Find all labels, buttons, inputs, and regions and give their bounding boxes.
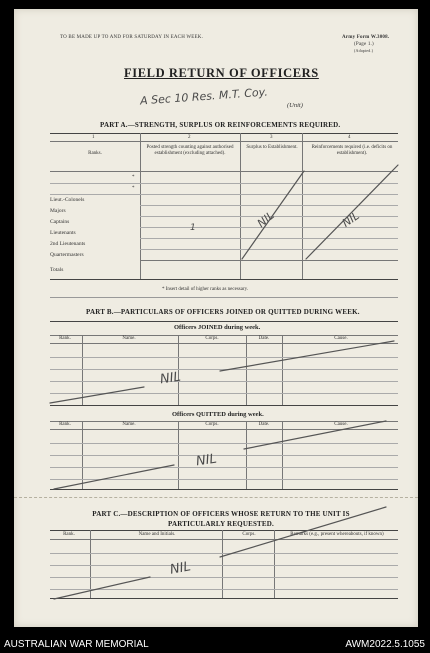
col-cause: Cause.	[334, 336, 348, 341]
col-rank: Rank.	[59, 422, 71, 427]
col-head-posted: Posted strength counting against authorised establishment (excluding attached).	[146, 145, 234, 156]
nil-joined: NIL	[159, 369, 182, 388]
unit-name-handwritten: A Sec 10 Res. M.T. Coy.	[139, 85, 269, 108]
col-head-reinforcements: Reinforcements required (i.e. deficits on establishment).	[311, 145, 393, 156]
rank-totals: Totals	[50, 267, 64, 273]
form-page: (Page 1.)	[354, 42, 374, 47]
rank-captains: Captains	[50, 219, 70, 225]
rank-quartermasters: Quartermasters	[50, 252, 84, 258]
form-page: TO BE MADE UP TO AND FOR SATURDAY IN EACH WEEK. Army Form W.3008. (Page 1.) (Adapted.) FIELD RETURN OF OFFICERS A Sec 10 Res. M.T. Coy. (Unit) PART A.—STRENGTH, SURPLUS OR REINFORCEMENTS REQUIRED. 1 2 3 4 Ranks. Posted strength counting against authorised establishment (excluding attached). Surplus to Establishment. Reinforcements required (i.e. deficits on establishment). * * Lieut.-Colonels Majors Captains Lieutenants 2nd Lieutenants Quartermasters Totals 1 NIL NIL * Insert detail of higher ranks as necessary. PART B.—PARTICULARS OF OFFICERS JOINED OR QUITTED DURING WEEK. Officers JOINED during week. Rank. Name. Corps. Date. Cause. NIL Officers QUITTED during week. Rank. Name. Corps. Date. Cause. NIL PART C.—DESCRIPTION OF OFFICERS WHOSE RETURN TO THE UNIT IS PARTICULARLY REQUESTED. Rank. Name and Initials. Corps. Remarks (e.g., present whereabouts, if known) NIL	[14, 9, 418, 627]
col-cause: Cause.	[334, 422, 348, 427]
footer	[0, 637, 430, 653]
col-rank: Rank.	[63, 532, 75, 537]
handwritten-strokes	[14, 9, 418, 627]
quitted-title: Officers QUITTED during week.	[172, 411, 264, 418]
footer-accession: AWM2022.5.1055	[345, 639, 425, 650]
col-number: 3	[270, 135, 273, 140]
col-remarks: Remarks (e.g., present whereabouts, if known)	[290, 532, 384, 537]
rank-lieut-colonels: Lieut.-Colonels	[50, 197, 85, 203]
form-title: FIELD RETURN OF OFFICERS	[124, 66, 319, 80]
col-name: Name.	[122, 336, 136, 341]
col-date: Date.	[258, 336, 270, 341]
col-name: Name.	[122, 422, 136, 427]
rank-majors: Majors	[50, 208, 66, 214]
nil-part-c: NIL	[168, 559, 192, 578]
header-instruction: TO BE MADE UP TO AND FOR SATURDAY IN EACH WEEK.	[60, 35, 204, 40]
col-rank: Rank.	[59, 336, 71, 341]
col-corps: Corps.	[242, 532, 256, 537]
rank-2nd-lieutenants: 2nd Lieutenants	[50, 241, 86, 247]
footer-credit: AUSTRALIAN WAR MEMORIAL	[4, 639, 149, 650]
col-corps: Corps.	[205, 422, 219, 427]
posted-mark: 1	[190, 223, 196, 233]
nil-quitted: NIL	[195, 451, 218, 470]
col-number: 1	[92, 135, 95, 140]
form-note: (Adapted.)	[354, 48, 374, 53]
nil-reinforcements: NIL	[339, 209, 362, 230]
part-b-title: PART B.—PARTICULARS OF OFFICERS JOINED OR QUITTED DURING WEEK.	[86, 308, 360, 316]
col-head-surplus: Surplus to Establishment.	[246, 145, 298, 150]
col-date: Date.	[258, 422, 270, 427]
col-head-ranks: Ranks.	[88, 151, 102, 156]
part-c-title: PART C.—DESCRIPTION OF OFFICERS WHOSE RETURN TO THE UNIT IS PARTICULARLY REQUESTED.	[92, 510, 350, 528]
col-name-initials: Name and Initials.	[138, 532, 176, 537]
form-number: Army Form W.3008.	[342, 35, 390, 40]
joined-title: Officers JOINED during week.	[174, 324, 261, 331]
col-corps: Corps.	[205, 336, 219, 341]
rank-lieutenants: Lieutenants	[50, 230, 76, 236]
footnote: * Insert detail of higher ranks as necessary.	[162, 287, 249, 292]
unit-label: (Unit)	[287, 102, 303, 109]
part-a-title: PART A.—STRENGTH, SURPLUS OR REINFORCEMENTS REQUIRED.	[100, 121, 341, 129]
col-number: 2	[188, 135, 191, 140]
col-number: 4	[348, 135, 351, 140]
nil-surplus: NIL	[254, 208, 277, 231]
